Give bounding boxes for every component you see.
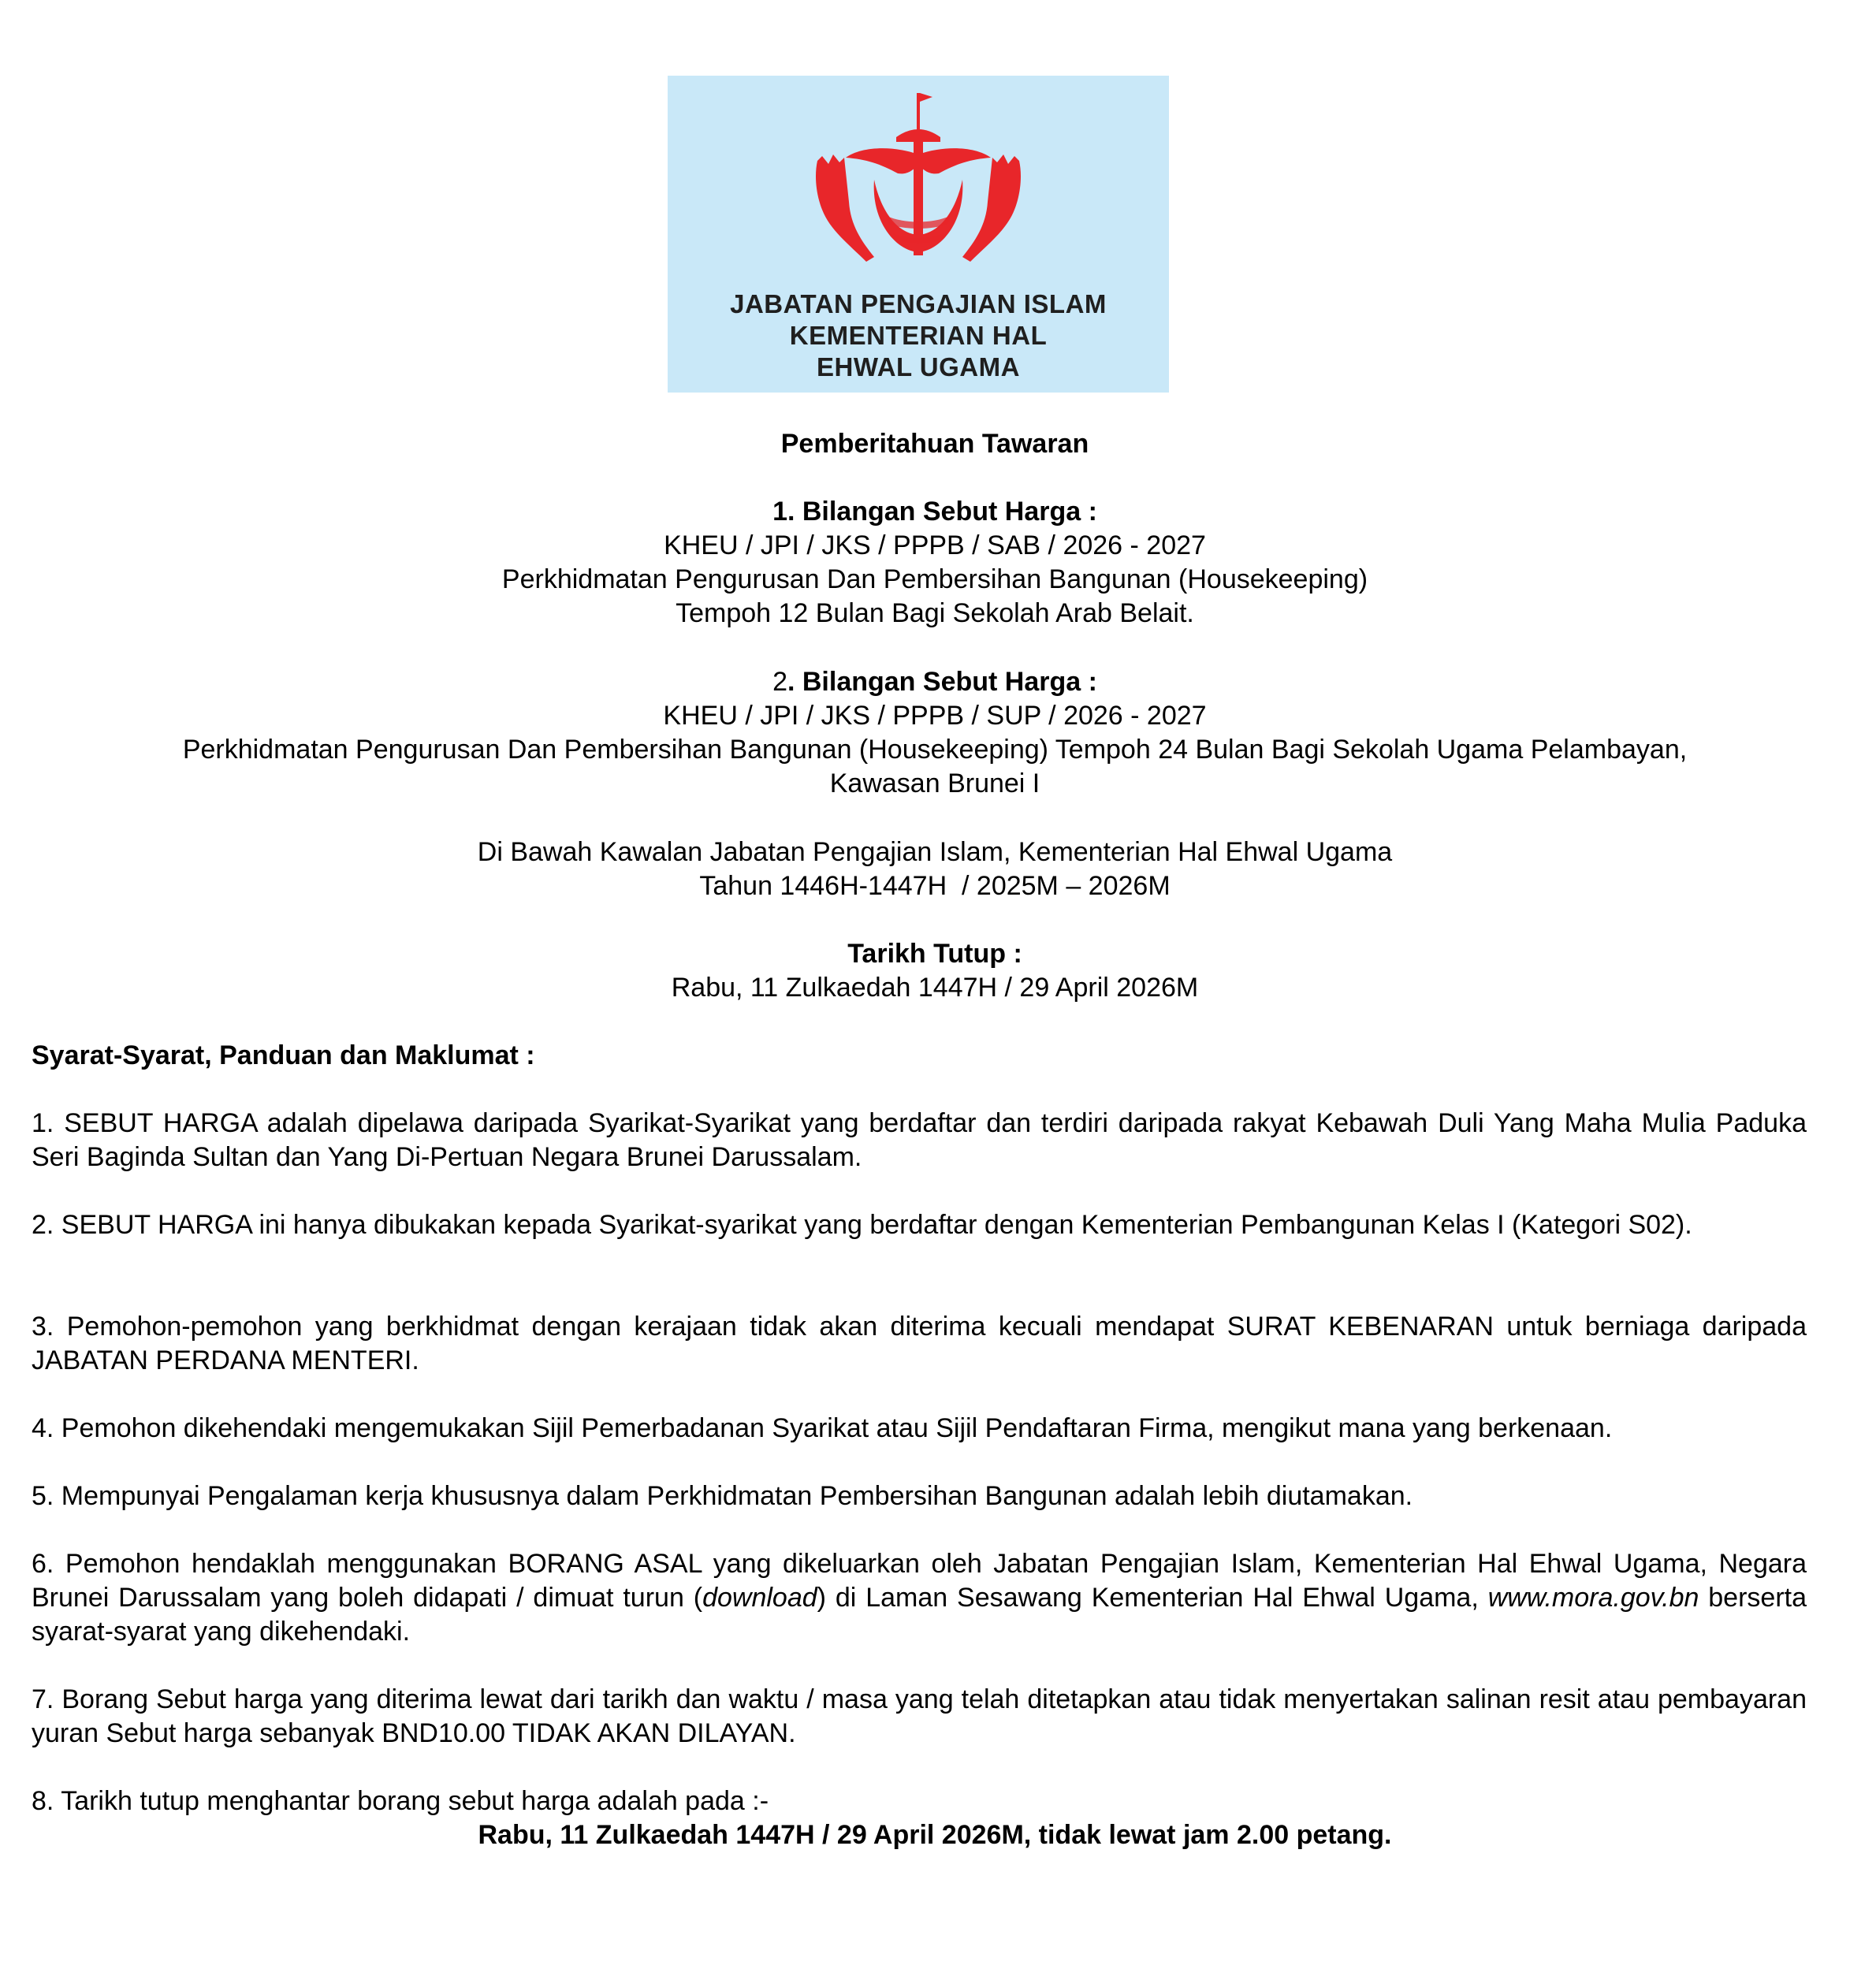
quotation-item-2 <box>32 665 1838 801</box>
logo-text-line-1: JABATAN PENGAJIAN ISLAM <box>730 289 1107 318</box>
term-7: 7. Borang Sebut harga yang diterima lewat dari tarikh dan waktu / masa yang telah ditetapkan atau tidak menyertakan salinan resit atau pembayaran yuran Sebut harga sebanyak BND10.00 TIDAK AKAN DILAYAN. <box>32 1684 1807 1748</box>
right-wing <box>918 148 991 173</box>
logo-text <box>668 288 1169 383</box>
left-hand <box>816 154 874 262</box>
item1-reference: KHEU / JPI / JKS / PPPB / SAB / 2026 - 2027 <box>664 530 1206 560</box>
term-6-website-link[interactable]: www.mora.gov.bn <box>1487 1583 1699 1613</box>
term-6 <box>32 1547 1807 1649</box>
term-5: 5. Mempunyai Pengalaman kerja khususnya dalam Perkhidmatan Pembersihan Bangunan adalah lebih diutamakan. <box>32 1481 1413 1511</box>
department-logo <box>668 76 1169 393</box>
term-6-download: download <box>702 1583 817 1613</box>
term-6-part1: 6. Pemohon hendaklah menggunakan BORANG ASAL yang dikeluarkan oleh Jabatan Pengajian Islam, Kementerian Hal Ehwal Ugama, Negara Brunei Darussalam yang boleh didapati / dimuat turun ( <box>32 1549 1807 1613</box>
logo-text-line-2: KEMENTERIAN HAL <box>789 321 1048 350</box>
flag <box>920 93 932 102</box>
term-3: 3. Pemohon-pemohon yang berkhidmat dengan kerajaan tidak akan diterima kecuali mendapat SURAT KEBENARAN untuk berniaga daripada JABATAN PERDANA MENTERI. <box>32 1312 1807 1375</box>
control-line: Di Bawah Kawalan Jabatan Pengajian Islam, Kementerian Hal Ehwal Ugama <box>477 837 1393 867</box>
control-info <box>32 835 1838 903</box>
item2-number: 2 <box>772 667 787 697</box>
item2-reference: KHEU / JPI / JKS / PPPB / SUP / 2026 - 2027 <box>663 701 1207 731</box>
right-hand <box>962 154 1021 262</box>
brunei-crest-emblem <box>668 76 1169 288</box>
item1-line1: Perkhidmatan Pengurusan Dan Pembersihan Bangunan (Housekeeping) <box>501 564 1368 594</box>
year-line: Tahun 1446H-1447H / 2025M – 2026M <box>699 871 1171 901</box>
item2-heading: . Bilangan Sebut Harga : <box>787 667 1097 697</box>
logo-text-line-3: EHWAL UGAMA <box>817 352 1020 381</box>
term-6-part3: berserta syarat-syarat yang dikehendaki. <box>32 1583 1807 1647</box>
term-1: 1. SEBUT HARGA adalah dipelawa daripada Syarikat-Syarikat yang berdaftar dan terdiri daripada rakyat Kebawah Duli Yang Maha Mulia Paduka Seri Baginda Sultan dan Yang Di-Pertuan Negara Brunei Darussalam. <box>32 1108 1807 1172</box>
term-8: 8. Tarikh tutup menghantar borang sebut harga adalah pada :- <box>32 1786 769 1816</box>
parasol <box>896 129 940 142</box>
term-4: 4. Pemohon dikehendaki mengemukakan Sijil Pemerbadanan Syarikat atau Sijil Pendaftaran Firma, mengikut mana yang berkenaan. <box>32 1413 1613 1443</box>
item2-line1: Perkhidmatan Pengurusan Dan Pembersihan Bangunan (Housekeeping) Tempoh 24 Bulan Bagi Sekolah Ugama Pelambayan, <box>182 735 1688 765</box>
closing-date: Rabu, 11 Zulkaedah 1447H / 29 April 2026M <box>671 973 1199 1003</box>
flag-pole <box>917 93 920 131</box>
item2-heading-row <box>32 665 1838 699</box>
item2-line2: Kawasan Brunei I <box>829 769 1040 798</box>
item1-heading: 1. Bilangan Sebut Harga : <box>772 497 1097 527</box>
notice-title-text: Pemberitahuan Tawaran <box>780 429 1089 459</box>
left-wing <box>846 148 918 173</box>
final-closing-date-text: Rabu, 11 Zulkaedah 1447H / 29 April 2026M, tidak lewat jam 2.00 petang. <box>478 1820 1392 1850</box>
item1-line2: Tempoh 12 Bulan Bagi Sekolah Arab Belait. <box>676 598 1194 628</box>
quotation-item-1 <box>32 495 1838 631</box>
closing-date-block <box>32 937 1838 1005</box>
notice-title <box>32 427 1838 461</box>
closing-heading: Tarikh Tutup : <box>847 939 1022 969</box>
term-2: 2. SEBUT HARGA ini hanya dibukakan kepada Syarikat-syarikat yang berdaftar dengan Kementerian Pembangunan Kelas I (Kategori S02). <box>32 1210 1692 1240</box>
terms-heading: Syarat-Syarat, Panduan dan Maklumat : <box>32 1040 535 1070</box>
term-6-part2: ) di Laman Sesawang Kementerian Hal Ehwal Ugama, <box>817 1583 1488 1613</box>
final-closing-date <box>32 1818 1838 1852</box>
